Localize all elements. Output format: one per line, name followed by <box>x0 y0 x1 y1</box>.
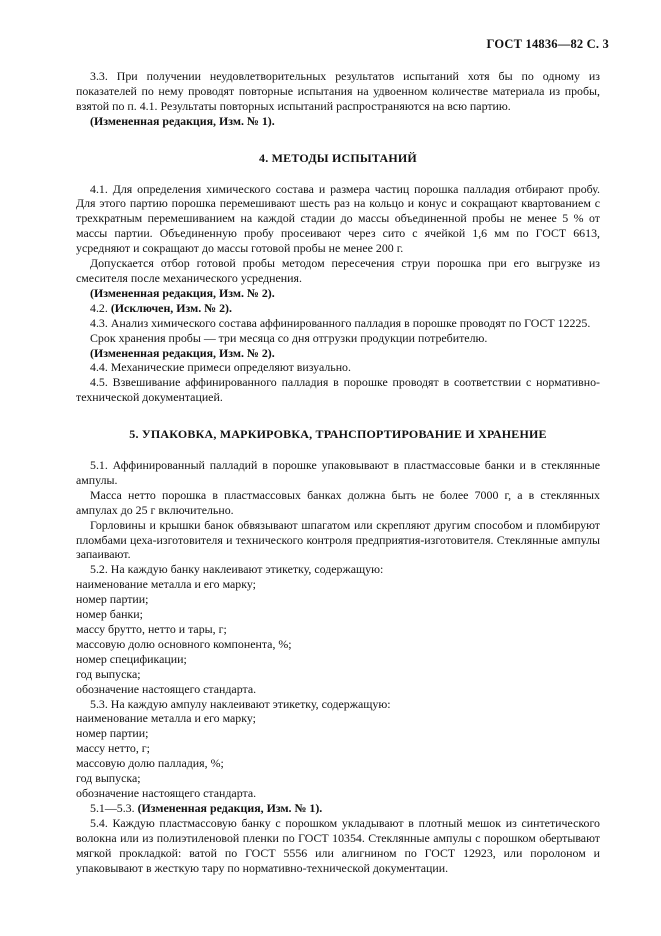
list-item: массу брутто, нетто и тары, г; <box>76 622 227 636</box>
clause-4-1: 4.1. Для определения химического состава и размера частиц порошка палладия отбирают пробу. Для этого партию порошка перемешивают шесть раз на кольцо и конус и сокращают квартованием с трехкратным перемешиванием на каждой стадии до массы объединенной пробы не менее 5 % от массы партии. Объединенную пробу просеивают через сито с ячейкой 1,6 мм по ГОСТ 6613, усредняют и сокращают до массы готовой пробы не менее 200 г. <box>76 181 600 256</box>
clause-4-2-number: 4.2. <box>90 300 108 315</box>
list-item: массу нетто, г; <box>76 741 150 756</box>
clause-4-2 <box>76 301 600 316</box>
clause-4-3: 4.3. Анализ химического состава аффинированного палладия в порошке проводят по ГОСТ 12225. <box>90 315 591 330</box>
list-item: номер спецификации; <box>76 651 187 666</box>
clause-5-1: 5.1. Аффинированный палладий в порошке упаковывают в пластмассовые банки и в стеклянные ампулы. <box>76 458 600 487</box>
clause-4-2-excluded: (Исключен, Изм. № 2). <box>110 300 232 315</box>
amendment-note: (Измененная редакция, Изм. № 2). <box>90 345 275 360</box>
list-item: год выпуска; <box>76 666 141 681</box>
amendment-note: (Измененная редакция, Изм. № 1). <box>90 113 275 128</box>
list-item: наименование металла и его марку; <box>76 577 256 592</box>
section-5-title: 5. УПАКОВКА, МАРКИРОВКА, ТРАНСПОРТИРОВАНИЕ И ХРАНЕНИЕ <box>129 427 547 442</box>
list-item: массовую долю основного компонента, %; <box>76 636 292 651</box>
clause-5-4: 5.4. Каждую пластмассовую банку с порошком укладывают в плотный мешок из синтетического волокна или из полиэтиленовой пленки по ГОСТ 10354. Стеклянные ампулы с порошком обертывают мягкой прокладкой: ватой по ГОСТ 5556 или алигнином по ГОСТ 12923, или поролоном и упаковывают в жесткую тару по нормативно-технической документации. <box>76 815 600 875</box>
list-item: обозначение настоящего стандарта. <box>76 785 257 800</box>
list-item: номер партии; <box>76 592 149 607</box>
clause-5-2: 5.2. На каждую банку наклеивают этикетку, содержащую: <box>90 562 384 577</box>
list-item: наименование металла и его марку; <box>76 711 256 726</box>
clause-5-1-sealing: Горловины и крышки банок обвязывают шпагатом или скрепляют другим способом и пломбируют пломбами цеха-изготовителя и технического контроля предприятия-изготовителя. Стеклянные ампулы запаивают. <box>76 517 600 562</box>
list-item: обозначение настоящего стандарта. <box>76 681 257 696</box>
section-4-title: 4. МЕТОДЫ ИСПЫТАНИЙ <box>259 150 417 165</box>
clause-4-5: 4.5. Взвешивание аффинированного палладия в порошке проводят в соответствии с нормативно-технической документацией. <box>76 375 600 405</box>
list-item: номер партии; <box>76 726 149 741</box>
amendment-range: 5.1—5.3. <box>90 800 135 815</box>
page-header: ГОСТ 14836—82 С. 3 <box>486 37 609 51</box>
clause-5-3: 5.3. На каждую ампулу наклеивают этикетку, содержащую: <box>90 696 391 711</box>
clause-4-3-storage: Срок хранения пробы — три месяца со дня отгрузки продукции потребителю. <box>90 330 488 345</box>
amendment-5-1-5-3 <box>76 801 600 816</box>
list-item: номер банки; <box>76 607 143 622</box>
list-item: год выпуска; <box>76 771 141 786</box>
list-item: массовую долю палладия, %; <box>76 756 224 771</box>
clause-3-3: 3.3. При получении неудовлетворительных результатов испытаний хотя бы по одному из показателей по нему проводят повторные испытания на удвоенном количестве материала из пробы, взятой по п. 4.1. Результаты повторных испытаний распространяются на всю партию. <box>76 69 600 113</box>
amendment-note: (Измененная редакция, Изм. № 1). <box>137 800 323 815</box>
clause-5-1-mass: Масса нетто порошка в пластмассовых банках должна быть не более 7000 г, а в стеклянных ампулах до 25 г включительно. <box>76 487 600 517</box>
document-body <box>76 69 600 875</box>
clause-4-4: 4.4. Механические примеси определяют визуально. <box>90 360 351 375</box>
amendment-note: (Измененная редакция, Изм. № 2). <box>90 285 275 300</box>
clause-4-1-addendum: Допускается отбор готовой пробы методом пересечения струи порошка при его выгрузке из смесителя после механического усреднения. <box>76 256 600 285</box>
